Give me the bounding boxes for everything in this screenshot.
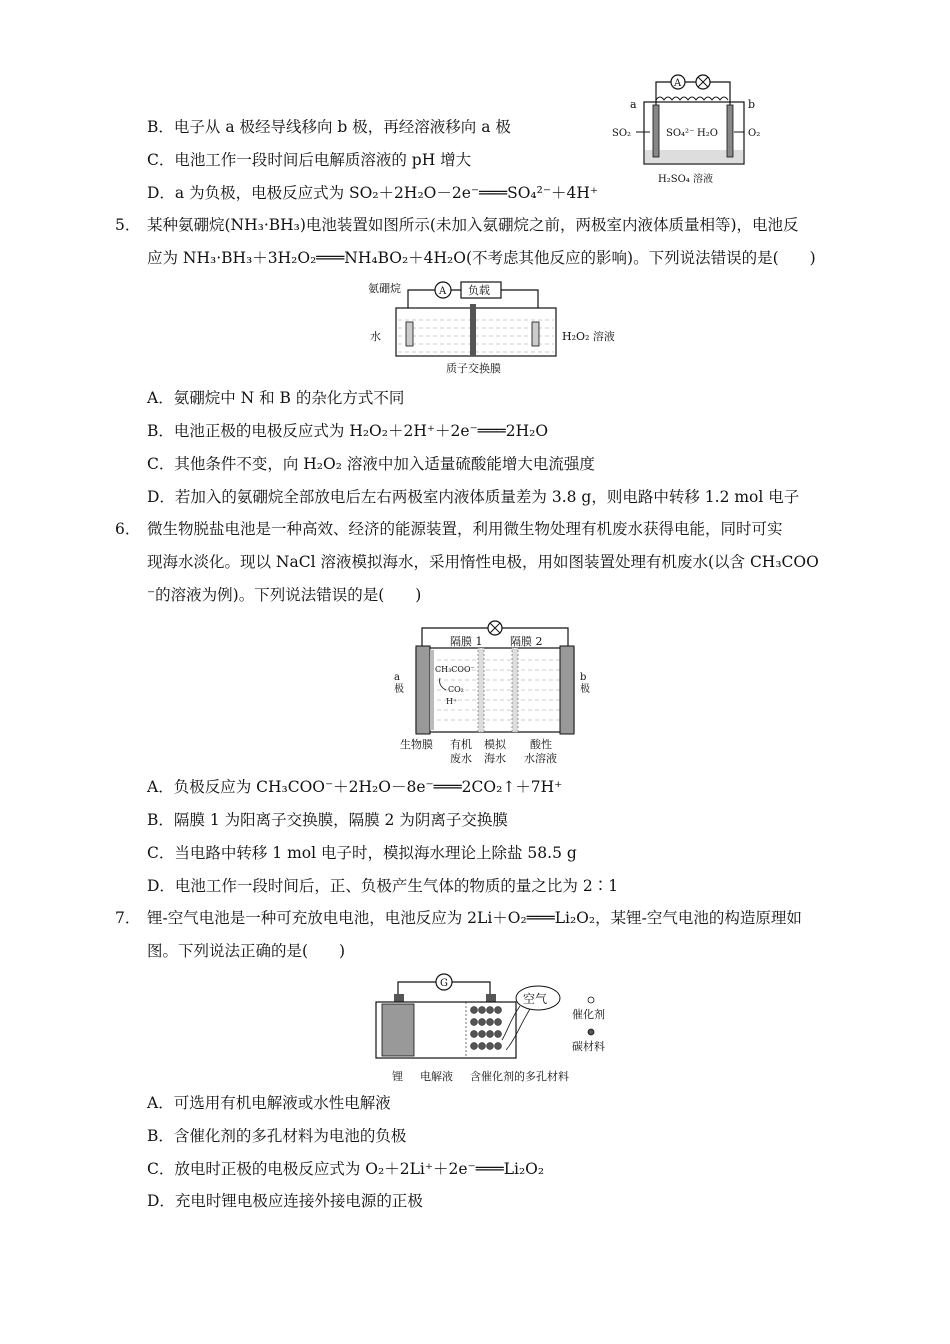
- q6-label-co2: CO₂: [448, 685, 464, 694]
- q6-label-sea1: 模拟: [484, 738, 506, 751]
- q4-option-d: D．a 为负极，电极反应式为 SO₂＋2H₂O－2e⁻═══SO₄²⁻＋4H⁺: [147, 184, 599, 202]
- q5-stem-line-2: 应为 NH₃·BH₃＋3H₂O₂═══NH₄BO₂＋4H₂O(不考虑其他反应的影响)。下列说法错误的是( ): [147, 249, 816, 267]
- q7-number: 7．: [115, 909, 141, 927]
- q6-label-b-pole: 极: [580, 684, 590, 695]
- q5-option-d: D．若加入的氨硼烷全部放电后左右两极室内液体质量差为 3.8 g，则电路中转移 1.2 mol 电子: [147, 488, 800, 506]
- q4-label-h2o: H₂O: [697, 128, 718, 139]
- q4-label-so4: SO₄²⁻: [666, 128, 695, 139]
- q6-option-d: D．电池工作一段时间后，正、负极产生气体的物质的量之比为 2∶1: [147, 877, 619, 895]
- q5-label-water: 水: [370, 330, 381, 343]
- q6-label-b: b: [580, 672, 587, 683]
- q7-figure: [370, 970, 650, 1088]
- q7-label-carbon: 碳材料: [572, 1040, 605, 1053]
- q5-number: 5．: [115, 216, 141, 234]
- q6-label-a-pole: 极: [394, 684, 404, 695]
- q5-option-a: A．氨硼烷中 N 和 B 的杂化方式不同: [147, 389, 405, 407]
- q4-label-solution: H₂SO₄ 溶液: [658, 174, 713, 185]
- q7-option-a: A．可选用有机电解液或水性电解液: [147, 1094, 391, 1112]
- q6-label-membrane1: 隔膜 1: [450, 635, 483, 648]
- carbon-legend-icon: [588, 1029, 594, 1035]
- q6-number: 6．: [115, 520, 141, 538]
- q6-option-b: B．隔膜 1 为阳离子交换膜，隔膜 2 为阴离子交换膜: [147, 811, 508, 829]
- q5-label-load: 负载: [468, 284, 490, 297]
- q6-label-a: a: [394, 672, 400, 683]
- q7-label-electrolyte: 电解液: [420, 1070, 453, 1083]
- q6-stem-line-1: 微生物脱盐电池是一种高效、经济的能源装置，利用微生物处理有机废水获得电能，同时可实: [147, 520, 783, 538]
- q4-label-so2: SO₂: [612, 128, 632, 139]
- q5-option-b: B．电池正极的电极反应式为 H₂O₂＋2H⁺＋2e⁻═══2H₂O: [147, 422, 549, 440]
- q6-label-biofilm: 生物膜: [400, 738, 433, 751]
- q4-option-b: B．电子从 a 极经导线移向 b 极，再经溶液移向 a 极: [147, 118, 511, 136]
- q5-membrane-bar: [470, 304, 476, 356]
- q7-label-catalyst: 催化剂: [572, 1008, 605, 1021]
- q6-option-a: A．负极反应为 CH₃COO⁻＋2H₂O－8e⁻═══2CO₂↑＋7H⁺: [147, 778, 563, 796]
- q4-option-c: C．电池工作一段时间后电解质溶液的 pH 增大: [147, 151, 472, 169]
- q5-stem-line-1: 某种氨硼烷(NH₃·BH₃)电池装置如图所示(未加入氨硼烷之前，两极室内液体质量相等)，电池反: [147, 216, 799, 234]
- q7-label-li: 锂: [392, 1070, 403, 1083]
- q6-label-acid2: 水溶液: [524, 752, 557, 765]
- q5-option-c: C．其他条件不变，向 H₂O₂ 溶液中加入适量硫酸能增大电流强度: [147, 455, 595, 473]
- q7-option-d: D．充电时锂电极应连接外接电源的正极: [147, 1192, 423, 1210]
- q6-label-waste1: 有机: [450, 738, 472, 751]
- q7-label-air: 空气: [523, 992, 548, 1006]
- q4-label-a: a: [630, 98, 637, 111]
- q5-label-membrane: 质子交换膜: [446, 362, 501, 375]
- q6-stem-line-3: ⁻的溶液为例)。下列说法错误的是( ): [147, 586, 422, 604]
- q7-stem-line-1: 锂-空气电池是一种可充放电电池，电池反应为 2Li＋O₂═══Li₂O₂，某锂-空气电池的构造原理如: [147, 909, 802, 927]
- q5-ammeter-label: A: [439, 286, 447, 297]
- q4-label-o2: O₂: [748, 128, 761, 139]
- q7-label-porous: 含催化剂的多孔材料: [470, 1070, 569, 1083]
- q4-label-b: b: [748, 98, 756, 111]
- catalyst-legend-icon: [588, 997, 594, 1003]
- q6-label-membrane2: 隔膜 2: [510, 635, 543, 648]
- q7-label-g: G: [440, 978, 448, 989]
- q6-figure: [390, 620, 610, 765]
- q7-option-c: C．放电时正极的电极反应式为 O₂＋2Li⁺＋2e⁻═══Li₂O₂: [147, 1160, 545, 1178]
- q6-label-h: H⁺: [446, 697, 458, 706]
- q7-stem-line-2: 图。下列说法正确的是( ): [147, 942, 346, 960]
- q6-label-sea2: 海水: [484, 752, 506, 765]
- q6-option-c: C．当电路中转移 1 mol 电子时，模拟海水理论上除盐 58.5 g: [147, 844, 577, 862]
- q6-label-acid1: 酸性: [530, 738, 552, 751]
- q6-label-ch3coo: CH₃COO⁻: [435, 665, 475, 674]
- q7-lithium-electrode: [382, 1004, 414, 1056]
- q7-option-b: B．含催化剂的多孔材料为电池的负极: [147, 1127, 407, 1145]
- q4-figure: [608, 70, 778, 190]
- q5-label-borane: 氨硼烷: [368, 282, 401, 295]
- q6-label-waste2: 废水: [450, 752, 472, 765]
- q4-ammeter-label: A: [674, 78, 682, 89]
- q5-figure: [368, 278, 628, 378]
- q5-label-h2o2: H₂O₂ 溶液: [562, 330, 615, 343]
- q6-stem-line-2: 现海水淡化。现以 NaCl 溶液模拟海水，采用惰性电极，用如图装置处理有机废水(以含 CH₃COO: [147, 553, 819, 571]
